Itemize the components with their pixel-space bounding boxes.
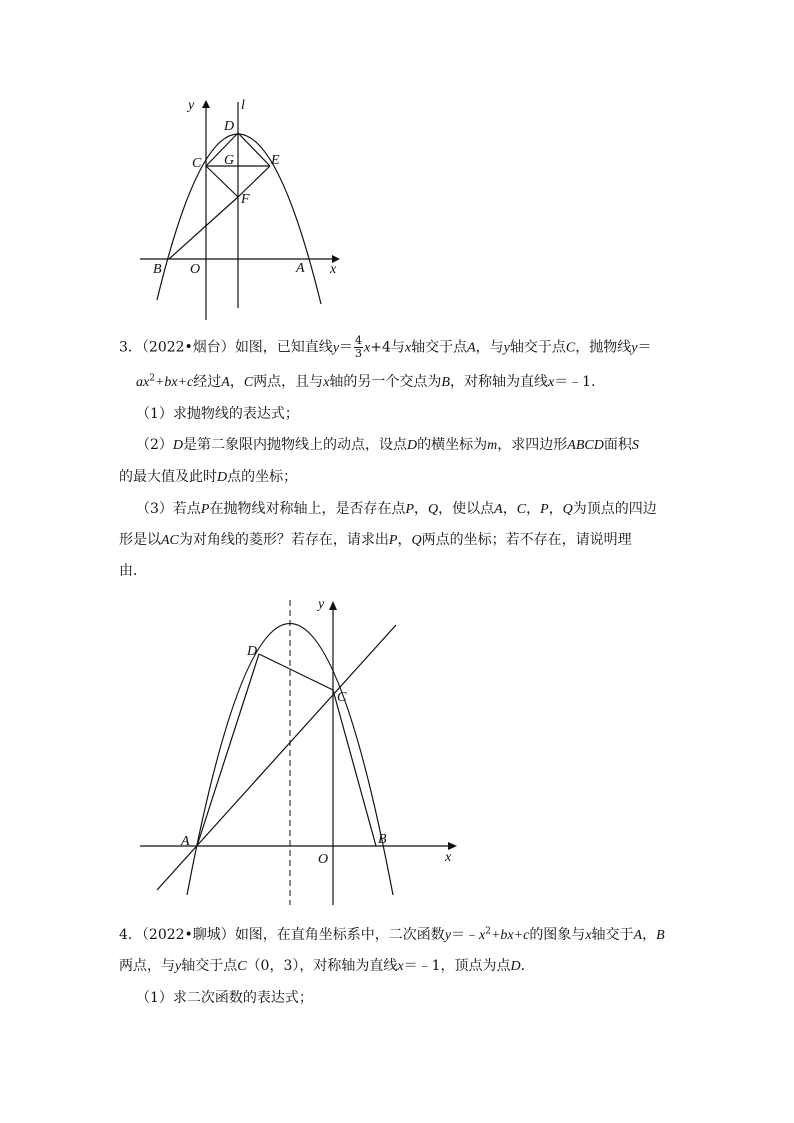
problem-4-text: 两点，与 xyxy=(119,958,175,974)
problem-3-question-2-line-1 xyxy=(136,437,639,454)
math-var: B xyxy=(656,928,665,943)
math-sup: 2 xyxy=(149,373,155,384)
fig2-label-A: A xyxy=(181,834,190,849)
problem-3-line-1 xyxy=(119,335,651,360)
math-var: y xyxy=(444,928,452,943)
problem-3-question-1: （1）求抛物线的表达式； xyxy=(136,406,299,422)
math-var: C xyxy=(237,959,247,974)
fig1-label-D: D xyxy=(224,119,235,134)
problem-3-text: ， xyxy=(397,532,412,548)
math-var: x xyxy=(323,375,330,390)
problem-3-text: 轴的另一个交点为 xyxy=(329,374,442,390)
problem-4-line-1 xyxy=(119,927,665,944)
problem-3-text: ，对称轴为直线 xyxy=(449,374,548,390)
problem-4-text: ， xyxy=(642,927,657,943)
fig2-line-AC xyxy=(157,625,396,890)
math-var: ABCD xyxy=(567,438,604,453)
math-op: ＝ xyxy=(637,339,652,356)
fig2-label-O: O xyxy=(318,852,329,867)
problem-3-text: ， xyxy=(526,501,541,517)
fig1-y-axis-arrow xyxy=(202,100,210,108)
problem-4-question-1: （1）求二次函数的表达式； xyxy=(136,990,313,1006)
problem-3-text: 两点，且与 xyxy=(253,374,324,390)
problem-4-text: 如图，在直角坐标系中，二次函数 xyxy=(234,927,445,943)
fig1-segment-CF xyxy=(206,166,238,197)
figure-1-parabola-diagram xyxy=(130,90,360,330)
figure-2-parabola-diagram xyxy=(135,590,465,910)
problem-4-line-2 xyxy=(119,958,535,975)
fig1-label-l: l xyxy=(241,98,245,113)
fig2-x-axis-arrow xyxy=(448,842,457,850)
fig1-label-B: B xyxy=(153,262,162,277)
math-var: x xyxy=(479,928,486,943)
problem-3-text: ，求四边形 xyxy=(497,437,568,453)
figure-2-canvas xyxy=(135,590,465,910)
math-var: D xyxy=(407,438,418,453)
problem-4-text: 轴交于点 xyxy=(181,958,238,974)
math-sup: 2 xyxy=(485,926,491,937)
problem-4-text: ． xyxy=(520,958,535,974)
fig2-label-B: B xyxy=(378,832,387,847)
problem-3-text: ，与 xyxy=(475,339,504,356)
math-var: x xyxy=(404,340,412,356)
fig1-label-O: O xyxy=(190,262,201,277)
problem-4-source: （2022•聊城） xyxy=(141,927,235,943)
problem-3-text: 面积 xyxy=(603,437,632,453)
problem-3-question-3-line-1 xyxy=(136,501,657,518)
math-var: x xyxy=(364,340,371,356)
fig1-label-G: G xyxy=(224,153,235,168)
fig1-label-x: x xyxy=(330,262,337,277)
problem-3-text: ，使以点 xyxy=(438,501,495,517)
problem-4-text: 轴交于 xyxy=(591,927,634,943)
math-var: Q xyxy=(562,502,573,517)
fig2-label-D: D xyxy=(247,644,258,659)
fig1-label-C: C xyxy=(192,156,202,171)
problem-3-text: 的最大值及此时 xyxy=(119,469,217,485)
math-expr: ax xyxy=(136,375,150,390)
problem-3-text: 两点的坐标；若不存在，请说明理 xyxy=(421,532,632,548)
problem-3-text: （2） xyxy=(136,437,173,453)
fig1-parabola xyxy=(157,134,321,304)
math-var: C xyxy=(243,375,254,390)
problem-4-text: （0，3），对称轴为直线 xyxy=(246,958,398,974)
math-var: AC xyxy=(161,533,179,548)
math-var: P xyxy=(200,502,210,517)
math-var: Q xyxy=(428,502,439,517)
problem-3-text: 是第二象限内抛物线上的动点，设点 xyxy=(183,437,408,453)
fig2-segment-AD xyxy=(197,654,259,846)
problem-3-line-2 xyxy=(136,374,605,391)
problem-4-number: 4． xyxy=(119,927,142,943)
fig1-segment-BF xyxy=(169,197,238,259)
math-op: +4 xyxy=(370,339,391,356)
problem-3-text: 的横坐标为 xyxy=(417,437,488,453)
fig2-segment-CB xyxy=(333,690,376,846)
math-var: P xyxy=(388,533,398,548)
problem-3-text: ＝﹣1． xyxy=(554,374,606,390)
fraction-denominator: 3 xyxy=(355,347,363,360)
math-expr: +bx+c xyxy=(490,928,530,943)
problem-3-text: ， xyxy=(502,501,517,517)
fig1-label-E: E xyxy=(271,153,280,168)
problem-3-question-3-line-3: 由． xyxy=(119,563,147,579)
problem-3-question-3-line-2 xyxy=(119,532,632,549)
problem-4-text: 的图象与 xyxy=(529,927,586,943)
problem-3-text: 经过 xyxy=(193,374,222,390)
problem-3-text: 为对角线的菱形？若存在，请求出 xyxy=(178,532,389,548)
problem-3-number: 3． xyxy=(119,339,142,356)
problem-4-text: ＝﹣1，顶点为点 xyxy=(403,958,511,974)
math-var: A xyxy=(494,502,503,517)
problem-3-text: 轴交于点 xyxy=(509,339,566,356)
problem-3-text: （3）若点 xyxy=(136,501,201,517)
math-var: D xyxy=(172,438,184,453)
math-expr: +bx+c xyxy=(154,375,194,390)
math-var: B xyxy=(441,375,450,390)
math-var: x xyxy=(397,959,404,974)
problem-3-text: 为顶点的四边 xyxy=(572,501,657,517)
fig1-label-A: A xyxy=(296,261,305,276)
figure-1-canvas xyxy=(130,90,360,330)
problem-3-text: 在抛物线对称轴上，是否存在点 xyxy=(209,501,406,517)
problem-3-text: 形是以 xyxy=(119,532,161,548)
fig1-segment-DE xyxy=(238,133,270,166)
math-var: x xyxy=(585,928,592,943)
math-op: ＝ xyxy=(339,339,354,356)
math-var: A xyxy=(221,375,230,390)
problem-3-source: （2022•烟台） xyxy=(141,339,235,356)
fraction-4-3 xyxy=(354,335,363,360)
problem-3-question-2-line-2 xyxy=(119,469,297,486)
math-var: A xyxy=(633,928,643,943)
problem-3-text: ，抛物线 xyxy=(575,339,632,356)
math-var: P xyxy=(540,502,549,517)
problem-3-text: 点的坐标； xyxy=(227,469,298,485)
math-var: Q xyxy=(411,533,422,548)
math-var: y xyxy=(175,959,182,974)
problem-3-text: ， xyxy=(414,501,429,517)
math-var: D xyxy=(217,470,228,485)
fig2-y-axis-arrow xyxy=(329,601,337,610)
math-var: C xyxy=(565,340,576,356)
fig1-label-F: F xyxy=(241,192,250,207)
math-var: S xyxy=(631,438,639,453)
math-var: C xyxy=(516,502,527,517)
problem-3-text: 如图，已知直线 xyxy=(234,339,333,356)
fig2-segment-DC xyxy=(259,654,333,690)
problem-3-text: 与 xyxy=(390,339,405,356)
problem-3-text: ， xyxy=(229,374,244,390)
fig1-label-y: y xyxy=(188,98,195,113)
math-op: ＝﹣ xyxy=(451,927,480,943)
math-var: A xyxy=(467,340,476,356)
math-var: y xyxy=(332,340,340,356)
fraction-numerator: 4 xyxy=(355,334,363,347)
math-var: x xyxy=(547,375,555,390)
math-var: y xyxy=(631,340,638,356)
math-var: D xyxy=(510,959,521,974)
fig2-label-C: C xyxy=(337,690,347,705)
math-var: P xyxy=(405,502,415,517)
fig2-label-x: x xyxy=(445,850,452,865)
math-var: y xyxy=(503,340,510,356)
problem-3-text: 轴交于点 xyxy=(411,339,468,356)
math-var: m xyxy=(487,438,498,453)
fig2-label-y: y xyxy=(318,597,325,612)
problem-3-text: ， xyxy=(548,501,563,517)
